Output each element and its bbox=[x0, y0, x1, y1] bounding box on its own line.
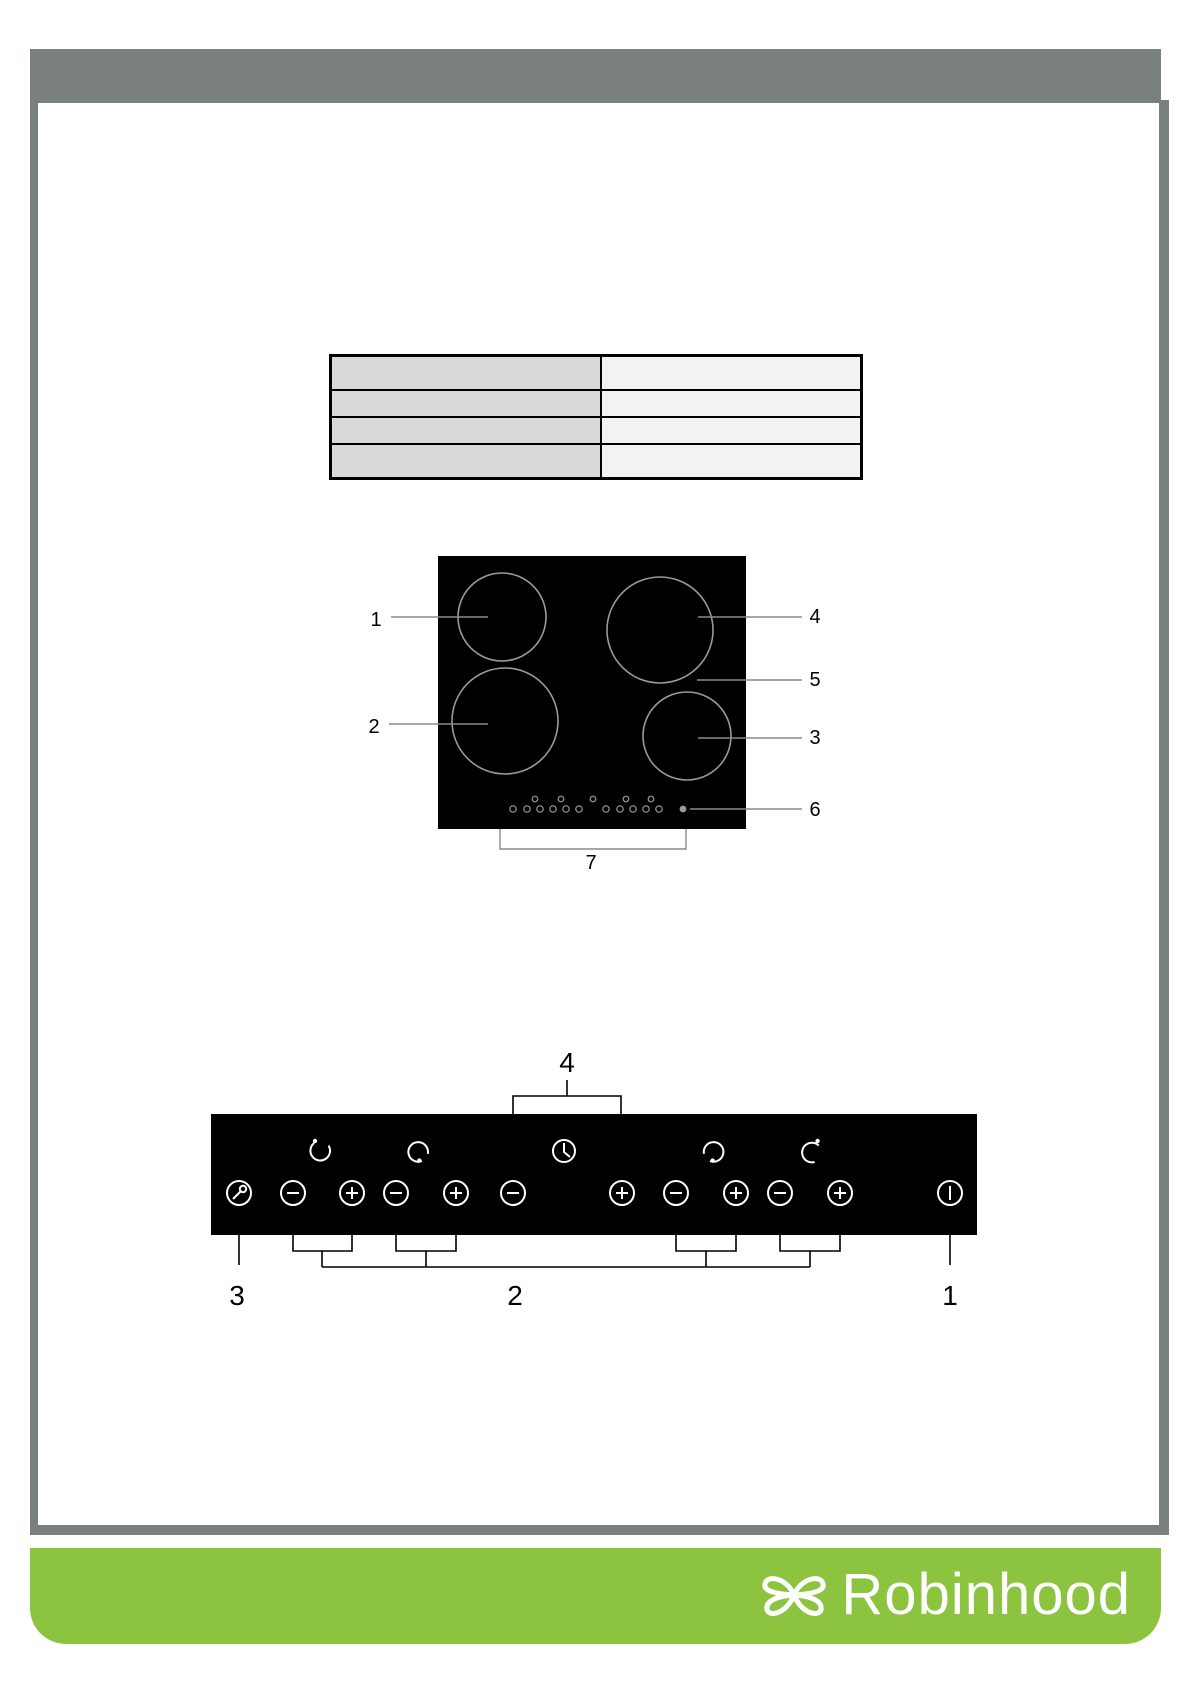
bracket-7 bbox=[500, 829, 686, 849]
hob-power-dot bbox=[680, 806, 687, 813]
callout-7: 7 bbox=[585, 852, 597, 874]
panel-callout-2: 2 bbox=[507, 1280, 523, 1311]
callout-5: 5 bbox=[809, 669, 821, 691]
brand-logo bbox=[759, 1562, 1131, 1627]
butterfly-logo-icon bbox=[759, 1570, 829, 1620]
brand-name: Robinhood bbox=[841, 1562, 1131, 1627]
control-panel bbox=[211, 1114, 977, 1235]
callout-3: 3 bbox=[809, 727, 821, 749]
panel-callout-4: 4 bbox=[559, 1047, 575, 1078]
callout-2: 2 bbox=[368, 716, 380, 738]
callout-4: 4 bbox=[809, 606, 821, 628]
bracket-2 bbox=[293, 1235, 840, 1267]
hob-glass-top bbox=[438, 556, 746, 829]
bracket-4 bbox=[513, 1080, 621, 1114]
callout-1: 1 bbox=[370, 609, 382, 631]
footer-bar bbox=[30, 1548, 1161, 1644]
panel-callout-1: 1 bbox=[942, 1280, 958, 1311]
hob-diagram bbox=[368, 556, 820, 874]
panel-callout-3: 3 bbox=[229, 1280, 245, 1311]
callout-6: 6 bbox=[809, 799, 821, 821]
control-panel-diagram bbox=[211, 1047, 977, 1311]
